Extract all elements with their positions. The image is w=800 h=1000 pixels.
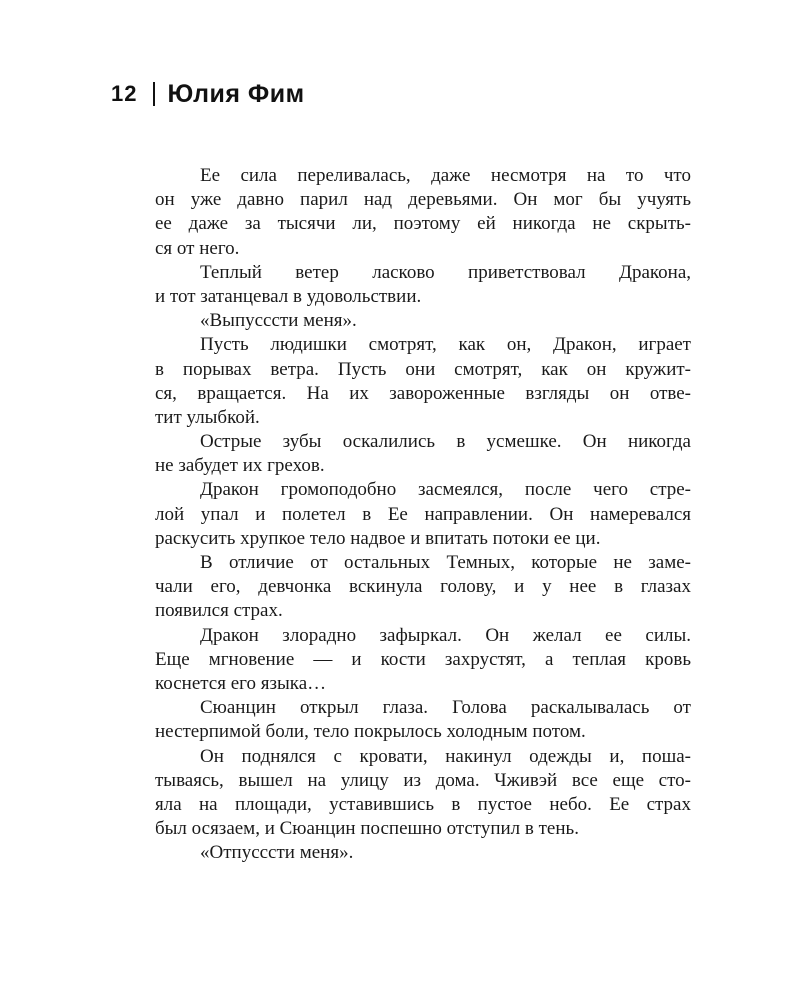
text-line: нестерпимой боли, тело покрылось холодным потом. [155,721,586,743]
author-name: Юлия Фим [167,79,305,108]
text-line: В отличие от остальных Темных, которые не заме- [200,552,691,573]
text-line: был осязаем, и Сюанцин поспешно отступил в тень. [155,818,579,840]
text-line: ся от него. [155,237,240,259]
text-line: коснется его языка… [155,672,327,694]
text-line: «Отпусссти меня». [200,842,354,864]
text-line: Теплый ветер ласково приветствовал Дракона, [200,261,691,283]
text-line: Ее сила переливалась, даже несмотря на то что [200,165,691,186]
text-line: Еще мгновение — и кости захрустят, а теплая кровь [155,648,691,670]
body-text [155,164,691,865]
text-line: не забудет их грехов. [155,455,325,477]
text-line: «Выпусссти меня». [200,310,357,332]
text-line: Острые зубы оскалились в усмешке. Он никогда [200,431,691,453]
text-line: и тот затанцевал в удовольствии. [155,285,422,307]
text-line: появился страх. [155,600,283,622]
text-line: яла на площади, уставившись в пустое небо. Ее страх [155,793,691,815]
text-line: Пусть людишки смотрят, как он, Дракон, играет [200,334,691,356]
text-line: Он поднялся с кровати, накинул одежды и, поша- [200,745,691,767]
page-number: 12 [111,81,138,106]
text-line: Дракон злорадно зафыркал. Он желал ее силы. [200,624,691,646]
text-line: тываясь, вышел на улицу из дома. Чживэй все еще сто- [155,769,691,791]
text-line: Дракон громоподобно засмеялся, после чего стре- [200,479,691,501]
text-line: чали его, девчонка вскинула голову, и у нее в глазах [155,576,691,598]
text-line: ся, вращается. На их завороженные взгляды он отве- [155,382,691,404]
header-divider [153,82,155,106]
running-header [111,78,305,110]
text-line: он уже давно парил над деревьями. Он мог бы учуять [155,189,691,211]
text-line: тит улыбкой. [155,406,260,428]
text-line: раскусить хрупкое тело надвое и впитать потоки ее ци. [155,527,601,549]
text-line: лой упал и полетел в Ее направлении. Он намеревался [155,503,691,525]
text-line: Сюанцин открыл глаза. Голова раскалывалась от [200,697,691,719]
text-line: в порывах ветра. Пусть они смотрят, как он кружит- [155,358,691,380]
text-line: ее даже за тысячи ли, поэтому ей никогда не скрыть- [155,213,691,235]
